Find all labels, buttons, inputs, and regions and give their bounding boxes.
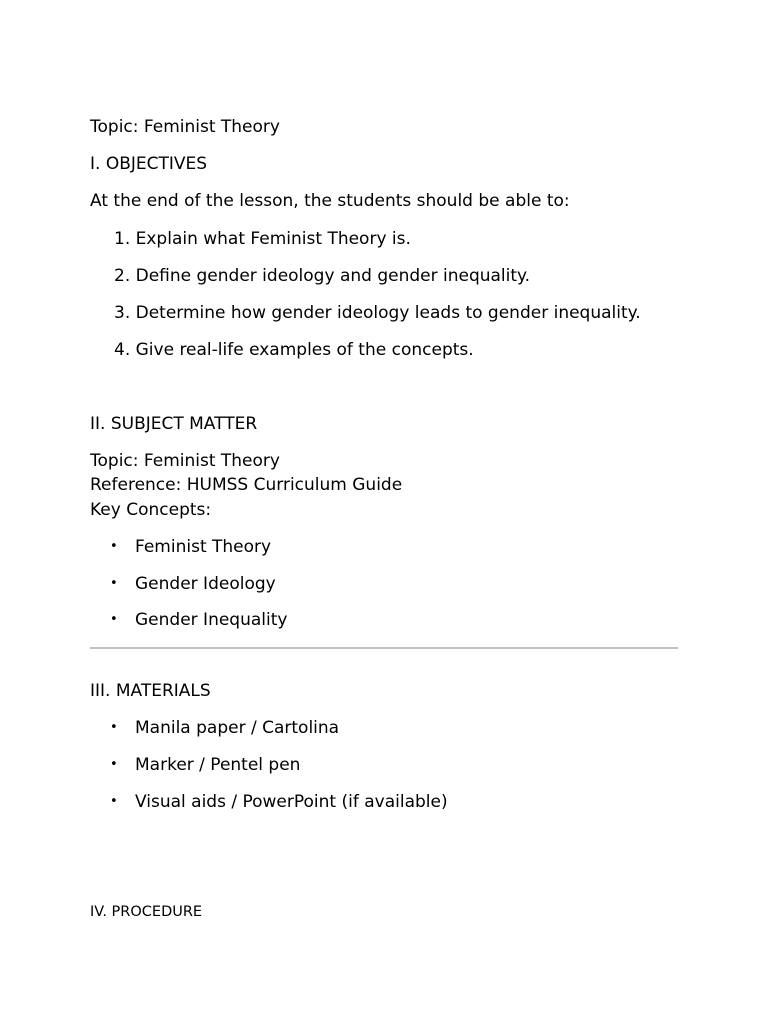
bullet-icon: •: [110, 720, 118, 735]
objectives-intro: At the end of the lesson, the students should be able to:: [90, 191, 570, 211]
bullet-icon: •: [110, 794, 118, 809]
material-label: Visual aids / PowerPoint (if available): [135, 792, 448, 812]
list-item: [110, 610, 287, 630]
list-item: [110, 574, 276, 594]
list-item: [110, 755, 300, 775]
materials-heading: III. MATERIALS: [90, 681, 211, 701]
objective-item-1: 1. Explain what Feminist Theory is.: [114, 229, 411, 249]
subject-matter-heading: II. SUBJECT MATTER: [90, 414, 258, 434]
subject-matter-reference: Reference: HUMSS Curriculum Guide: [90, 475, 403, 495]
key-concept-label: Gender Ideology: [135, 574, 276, 594]
key-concepts-label: Key Concepts:: [90, 500, 212, 520]
objective-item-3: 3. Determine how gender ideology leads to gender inequality.: [114, 303, 641, 323]
bullet-icon: •: [110, 757, 118, 772]
subject-matter-topic: Topic: Feminist Theory: [90, 451, 280, 471]
list-item: [110, 718, 339, 738]
key-concept-label: Gender Inequality: [135, 610, 288, 630]
bullet-icon: •: [110, 539, 118, 554]
list-item: [110, 537, 271, 557]
bullet-icon: •: [110, 612, 118, 627]
material-label: Marker / Pentel pen: [135, 755, 301, 775]
topic-heading: Topic: Feminist Theory: [90, 117, 280, 137]
key-concept-label: Feminist Theory: [135, 537, 272, 557]
section-divider: [90, 647, 678, 649]
objectives-heading: I. OBJECTIVES: [90, 154, 208, 174]
list-item: [110, 792, 448, 812]
objective-item-4: 4. Give real-life examples of the concepts.: [114, 340, 474, 360]
objective-item-2: 2. Define gender ideology and gender inequality.: [114, 266, 531, 286]
material-label: Manila paper / Cartolina: [135, 718, 340, 738]
procedure-heading: IV. PROCEDURE: [90, 904, 203, 920]
bullet-icon: •: [110, 576, 118, 591]
